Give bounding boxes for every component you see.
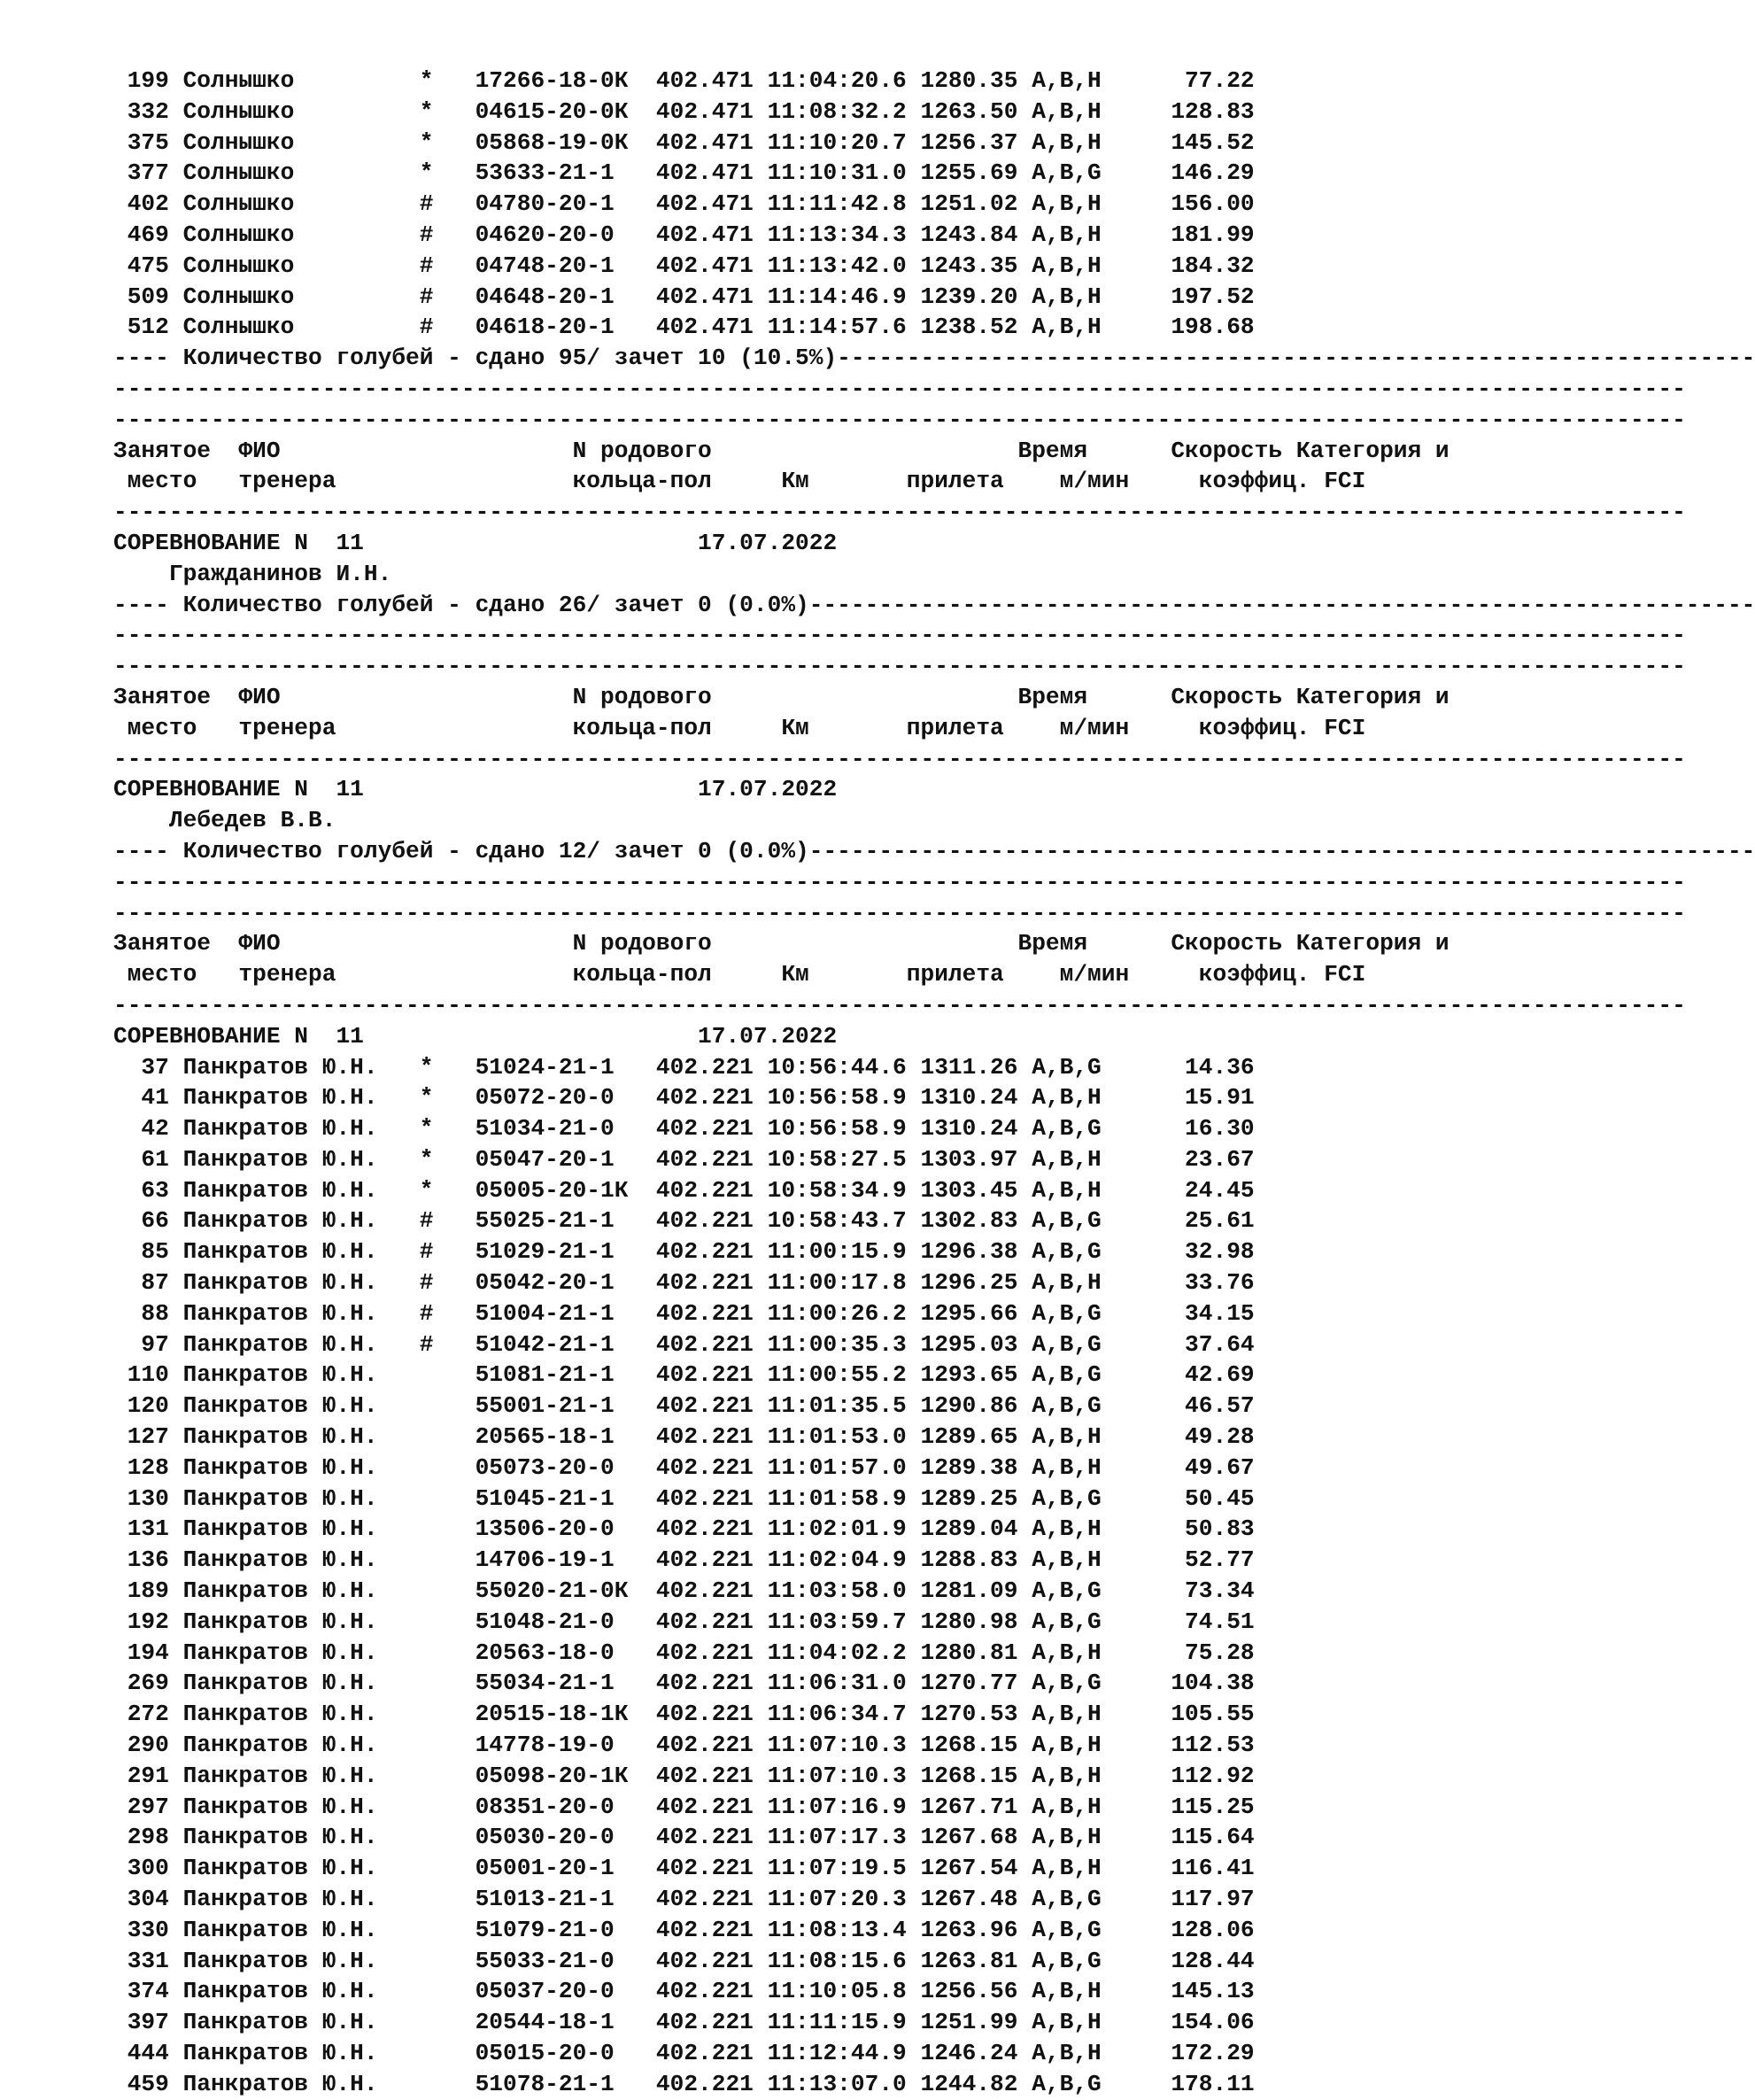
divider: ----------------------------------------------------------------------------------------------------------------- <box>113 745 1686 772</box>
table-row: 304 Панкратов Ю.Н. 51013-21-1 402.221 11:07:20.3 1267.48 A,B,G 117.97 <box>113 1886 1255 1913</box>
divider: ----------------------------------------------------------------------------------------------------------------- <box>113 622 1686 649</box>
table-row: 330 Панкратов Ю.Н. 51079-21-0 402.221 11:08:13.4 1263.96 A,B,G 128.06 <box>113 1916 1255 1943</box>
competition-header: СОРЕВНОВАНИЕ N 11 17.07.2022 <box>113 776 838 803</box>
table-row: 41 Панкратов Ю.Н. * 05072-20-0 402.221 10:56:58.9 1310.24 A,B,H 15.91 <box>113 1084 1255 1112</box>
table-row: 85 Панкратов Ю.Н. # 51029-21-1 402.221 11:00:15.9 1296.38 A,B,G 32.98 <box>113 1238 1255 1266</box>
table-row: 331 Панкратов Ю.Н. 55033-21-0 402.221 11:08:15.6 1263.81 A,B,G 128.44 <box>113 1947 1255 1974</box>
table-row: 402 Солнышко # 04780-20-1 402.471 11:11:42.8 1251.02 A,B,H 156.00 <box>113 190 1255 218</box>
trainer-name: Гражданинов И.Н. <box>113 560 392 587</box>
divider: ----------------------------------------------------------------------------------------------------------------- <box>113 499 1686 526</box>
table-row: 136 Панкратов Ю.Н. 14706-19-1 402.221 11:02:04.9 1288.83 A,B,H 52.77 <box>113 1546 1255 1574</box>
table-row: 66 Панкратов Ю.Н. # 55025-21-1 402.221 10:58:43.7 1302.83 A,B,G 25.61 <box>113 1207 1255 1235</box>
count-summary: ---- Количество голубей - сдано 95/ зачет 10 (10.5%)------------------------------------------------------------------ <box>113 345 1755 372</box>
table-row: 291 Панкратов Ю.Н. 05098-20-1К 402.221 11:07:10.3 1268.15 A,B,H 112.92 <box>113 1762 1255 1789</box>
column-header-row-1: Занятое ФИО N родового Время Скорость Категория и <box>113 437 1450 464</box>
table-row: 377 Солнышко * 53633-21-1 402.471 11:10:31.0 1255.69 A,B,G 146.29 <box>113 159 1255 187</box>
table-row: 269 Панкратов Ю.Н. 55034-21-1 402.221 11:06:31.0 1270.77 A,B,G 104.38 <box>113 1670 1255 1697</box>
column-header-row-1: Занятое ФИО N родового Время Скорость Категория и <box>113 930 1450 957</box>
table-row: 475 Солнышко # 04748-20-1 402.471 11:13:42.0 1243.35 A,B,H 184.32 <box>113 252 1255 279</box>
table-row: 297 Панкратов Ю.Н. 08351-20-0 402.221 11:07:16.9 1267.71 A,B,H 115.25 <box>113 1793 1255 1820</box>
table-row: 37 Панкратов Ю.Н. * 51024-21-1 402.221 10:56:44.6 1311.26 A,B,G 14.36 <box>113 1053 1255 1081</box>
table-row: 87 Панкратов Ю.Н. # 05042-20-1 402.221 11:00:17.8 1296.25 A,B,H 33.76 <box>113 1269 1255 1297</box>
table-row: 194 Панкратов Ю.Н. 20563-18-0 402.221 11:04:02.2 1280.81 A,B,H 75.28 <box>113 1639 1255 1666</box>
column-header-row-1: Занятое ФИО N родового Время Скорость Категория и <box>113 683 1450 710</box>
table-row: 332 Солнышко * 04615-20-0К 402.471 11:08:32.2 1263.50 A,B,H 128.83 <box>113 97 1255 125</box>
table-row: 509 Солнышко # 04648-20-1 402.471 11:14:46.9 1239.20 A,B,H 197.52 <box>113 283 1255 310</box>
table-row: 469 Солнышко # 04620-20-0 402.471 11:13:34.3 1243.84 A,B,H 181.99 <box>113 221 1255 248</box>
table-row: 290 Панкратов Ю.Н. 14778-19-0 402.221 11:07:10.3 1268.15 A,B,H 112.53 <box>113 1732 1255 1759</box>
table-row: 374 Панкратов Ю.Н. 05037-20-0 402.221 11:10:05.8 1256.56 A,B,H 145.13 <box>113 1978 1255 2005</box>
divider: ----------------------------------------------------------------------------------------------------------------- <box>113 899 1686 926</box>
divider: ----------------------------------------------------------------------------------------------------------------- <box>113 868 1686 895</box>
table-row: 192 Панкратов Ю.Н. 51048-21-0 402.221 11:03:59.7 1280.98 A,B,G 74.51 <box>113 1608 1255 1635</box>
table-row: 42 Панкратов Ю.Н. * 51034-21-0 402.221 10:56:58.9 1310.24 A,B,G 16.30 <box>113 1115 1255 1143</box>
column-header-row-2: место тренера кольца-пол Км прилета м/мин коэффиц. FCI <box>113 468 1366 495</box>
table-row: 61 Панкратов Ю.Н. * 05047-20-1 402.221 10:58:27.5 1303.97 A,B,H 23.67 <box>113 1145 1255 1173</box>
count-summary: ---- Количество голубей - сдано 26/ зачет 0 (0.0%)-------------------------------------------------------------------- <box>113 591 1755 618</box>
divider: ----------------------------------------------------------------------------------------------------------------- <box>113 375 1686 402</box>
table-row: 189 Панкратов Ю.Н. 55020-21-0К 402.221 11:03:58.0 1281.09 A,B,G 73.34 <box>113 1577 1255 1605</box>
table-row: 397 Панкратов Ю.Н. 20544-18-1 402.221 11:11:15.9 1251.99 A,B,H 154.06 <box>113 2009 1255 2036</box>
table-row: 127 Панкратов Ю.Н. 20565-18-1 402.221 11:01:53.0 1289.65 A,B,H 49.28 <box>113 1423 1255 1451</box>
table-row: 131 Панкратов Ю.Н. 13506-20-0 402.221 11:02:01.9 1289.04 A,B,H 50.83 <box>113 1515 1255 1543</box>
count-summary: ---- Количество голубей - сдано 12/ зачет 0 (0.0%)-------------------------------------------------------------------- <box>113 837 1755 864</box>
table-row: 63 Панкратов Ю.Н. * 05005-20-1К 402.221 10:58:34.9 1303.45 A,B,H 24.45 <box>113 1176 1255 1204</box>
table-row: 375 Солнышко * 05868-19-0К 402.471 11:10:20.7 1256.37 A,B,H 145.52 <box>113 128 1255 156</box>
trainer-name: Лебедев В.В. <box>113 807 336 834</box>
table-row: 272 Панкратов Ю.Н. 20515-18-1К 402.221 11:06:34.7 1270.53 A,B,H 105.55 <box>113 1701 1255 1728</box>
table-row: 444 Панкратов Ю.Н. 05015-20-0 402.221 11:12:44.9 1246.24 A,B,H 172.29 <box>113 2040 1255 2066</box>
table-row: 512 Солнышко # 04618-20-1 402.471 11:14:57.6 1238.52 A,B,H 198.68 <box>113 314 1255 341</box>
competition-header: СОРЕВНОВАНИЕ N 11 17.07.2022 <box>113 529 838 556</box>
table-row: 128 Панкратов Ю.Н. 05073-20-0 402.221 11:01:57.0 1289.38 A,B,H 49.67 <box>113 1453 1255 1481</box>
divider: ----------------------------------------------------------------------------------------------------------------- <box>113 653 1686 680</box>
table-row: 110 Панкратов Ю.Н. 51081-21-1 402.221 11:00:55.2 1293.65 A,B,G 42.69 <box>113 1361 1255 1389</box>
results-report <box>113 66 1755 2100</box>
table-row: 300 Панкратов Ю.Н. 05001-20-1 402.221 11:07:19.5 1267.54 A,B,H 116.41 <box>113 1855 1255 1882</box>
divider: ----------------------------------------------------------------------------------------------------------------- <box>113 406 1686 433</box>
table-row: 97 Панкратов Ю.Н. # 51042-21-1 402.221 11:00:35.3 1295.03 A,B,G 37.64 <box>113 1330 1255 1358</box>
table-row: 88 Панкратов Ю.Н. # 51004-21-1 402.221 11:00:26.2 1295.66 A,B,G 34.15 <box>113 1299 1255 1327</box>
column-header-row-2: место тренера кольца-пол Км прилета м/мин коэффиц. FCI <box>113 714 1366 741</box>
competition-header: СОРЕВНОВАНИЕ N 11 17.07.2022 <box>113 1022 838 1050</box>
table-row: 459 Панкратов Ю.Н. 51078-21-1 402.221 11:13:07.0 1244.82 A,B,G 178.11 <box>113 2070 1255 2097</box>
table-row: 298 Панкратов Ю.Н. 05030-20-0 402.221 11:07:17.3 1267.68 A,B,H 115.64 <box>113 1824 1255 1851</box>
table-row: 199 Солнышко * 17266-18-0К 402.471 11:04:20.6 1280.35 A,B,H 77.22 <box>113 67 1255 94</box>
table-row: 130 Панкратов Ю.Н. 51045-21-1 402.221 11:01:58.9 1289.25 A,B,G 50.45 <box>113 1484 1255 1512</box>
table-row: 120 Панкратов Ю.Н. 55001-21-1 402.221 11:01:35.5 1290.86 A,B,G 46.57 <box>113 1392 1255 1420</box>
divider: ----------------------------------------------------------------------------------------------------------------- <box>113 991 1686 1019</box>
column-header-row-2: место тренера кольца-пол Км прилета м/мин коэффиц. FCI <box>113 961 1366 988</box>
